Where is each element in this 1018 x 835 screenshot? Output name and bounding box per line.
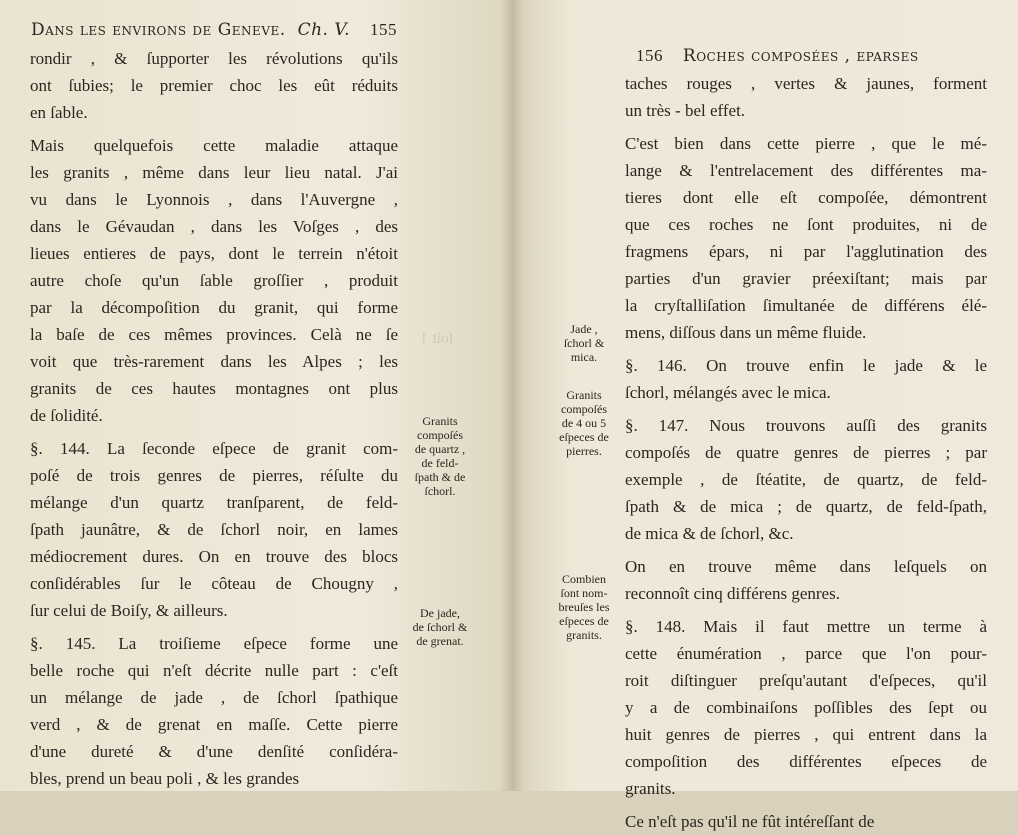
text-line: mélange d'un quartz tranſparent, de feld- <box>30 493 398 512</box>
margin-note-line: mica. <box>570 350 598 364</box>
margin-note-line: compoſés <box>561 402 607 416</box>
text-line: Ce n'eſt pas qu'il ne fût intéreſſant de <box>625 812 875 831</box>
text-line: rondir , & ſupporter les révolutions qu'ils <box>30 49 398 68</box>
book-gutter <box>500 0 524 791</box>
running-head-title: Dans les environs de Geneve. <box>31 20 286 40</box>
text-line: §. 146. On trouve enfin le jade & le <box>625 356 987 375</box>
page-number: 156 <box>636 46 663 65</box>
text-line: compoſition des différentes eſpeces de <box>625 752 987 771</box>
text-line: d'une dureté & d'une denſité conſidéra- <box>30 742 398 761</box>
text-line: taches rouges , vertes & jaunes, forment <box>625 74 987 93</box>
margin-note-line: De jade, <box>420 606 460 620</box>
text-line: en ſable. <box>30 103 88 122</box>
text-line: bles, prend un beau poli , & les grandes <box>30 769 300 788</box>
left-page <box>0 0 512 791</box>
right-page <box>512 0 1018 831</box>
text-line: exemple , de ſtéatite, de quartz, de feld- <box>625 470 987 489</box>
margin-note-line: compoſés <box>417 428 463 442</box>
text-line: verd , & de grenat en maſſe. Cette pierre <box>30 715 398 734</box>
margin-note-line: Jade , <box>570 322 598 336</box>
text-line: conſidérables ſur le côteau de Chougny , <box>30 574 398 593</box>
page-number: 155 <box>369 20 397 39</box>
text-line: poſé de trois genres de pierres, réſulte du <box>30 466 398 485</box>
text-line: un très - bel effet. <box>625 101 746 120</box>
margin-note-jade-grenat <box>398 606 482 648</box>
text-line: y a de combinaiſons poſſibles des ſept ou <box>625 698 987 717</box>
running-head-title: Roches composées , eparses <box>682 46 919 66</box>
margin-note-line: pierres. <box>566 444 602 458</box>
text-line: huit genres de pierres , qui entrent dans la <box>625 725 987 744</box>
text-line: de ſolidité. <box>30 406 103 425</box>
text-line: Mais quelquefois cette maladie attaque <box>30 136 398 155</box>
text-line: §. 145. La troiſieme eſpece forme une <box>30 634 398 653</box>
margin-note-combien <box>544 572 624 642</box>
text-line: la baſe de ces mêmes provinces. Celà ne ſe <box>30 325 398 344</box>
margin-note-line: ſchorl. <box>424 484 456 498</box>
margin-note-granits-quatre <box>544 388 624 458</box>
text-line: parties d'un gravier préexiſtant; mais par <box>625 269 987 288</box>
text-line: voit que très-rarement dans les Alpes ; les <box>30 352 398 371</box>
text-line: ſchorl, mélangés avec le mica. <box>625 383 831 402</box>
text-line: par la décompoſition du granit, qui forme <box>30 298 398 317</box>
margin-note-line: Combien <box>562 572 606 586</box>
text-line: belle roche qui n'eſt décrite nulle part : c'eſt <box>30 661 398 680</box>
margin-note-line: de ſchorl & <box>412 620 468 634</box>
text-line: §. 148. Mais il faut mettre un terme à <box>625 617 987 636</box>
margin-note-line: eſpeces de <box>559 614 609 628</box>
margin-note-line: de 4 ou 5 <box>561 416 607 430</box>
text-line: reconnoît cinq différens genres. <box>625 584 840 603</box>
margin-note-line: ſpath & de <box>414 470 466 484</box>
margin-note-line: de quartz , <box>414 442 466 456</box>
text-line: un mélange de jade , de ſchorl ſpathique <box>30 688 398 707</box>
margin-note-line: breuſes les <box>558 600 610 614</box>
text-line: ſpath & de mica ; de quartz, de feld-ſpath, <box>625 497 987 516</box>
text-line: mens, diſſous dans un même fluide. <box>625 323 867 342</box>
text-line: lange & l'entrelacement des différentes ma- <box>625 161 987 180</box>
text-line: lieues entieres de pays, dont le terrein n'étoit <box>30 244 398 263</box>
text-line: On en trouve même dans leſquels on <box>625 557 987 576</box>
margin-note-line: Granits <box>566 388 602 402</box>
text-line: fragmens épars, ni par l'agglutination des <box>625 242 987 261</box>
margin-note-line: ſchorl & <box>563 336 605 350</box>
margin-note-line: de feld- <box>421 456 459 470</box>
text-line: dans le Gévaudan , dans les Voſges , des <box>30 217 398 236</box>
text-line: compoſés de quatre genres de pierres ; par <box>625 443 987 462</box>
chapter-label: Ch. V. <box>297 20 351 40</box>
right-body-text <box>625 70 987 835</box>
margin-note-line: de grenat. <box>416 634 464 648</box>
text-line: que ces roches ne ſont produites, ni de <box>625 215 987 234</box>
text-line: C'est bien dans cette pierre , que le mé- <box>625 134 987 153</box>
margin-note-line: ſont nom- <box>560 586 608 600</box>
text-line: tieres dont elle eſt compoſée, démontrent <box>625 188 987 207</box>
text-line: ſur celui de Boiſy, & ailleurs. <box>30 601 228 620</box>
margin-note-line: Granits <box>422 414 458 428</box>
text-line: de mica & de ſchorl, &c. <box>625 524 794 543</box>
margin-note-line: eſpeces de <box>559 430 609 444</box>
text-line: ſpath jaunâtre, & de ſchorl noir, en lames <box>30 520 398 539</box>
bleed-through-text: ſoit 1 <box>420 330 454 347</box>
text-line: ont ſubies; le premier choc les eût réduits <box>30 76 398 95</box>
text-line: les granits , même dans leur lieu natal. J'ai <box>30 163 398 182</box>
text-line: la cryſtalliſation ſimultanée de différens élé- <box>625 296 987 315</box>
text-line: §. 144. La ſeconde eſpece de granit com- <box>30 439 398 458</box>
left-body-text <box>30 45 398 792</box>
left-running-head <box>31 20 397 40</box>
margin-note-granits-trois <box>398 414 482 498</box>
text-line: §. 147. Nous trouvons auſſi des granits <box>625 416 987 435</box>
text-line: médiocrement dures. On en trouve des blocs <box>30 547 398 566</box>
text-line: granits de ces hautes montagnes ont plus <box>30 379 398 398</box>
text-line: vu dans le Lyonnois , dans l'Auvergne , <box>30 190 398 209</box>
margin-note-jade-schorl-mica <box>544 322 624 364</box>
text-line: granits. <box>625 779 676 798</box>
text-line: roit diſtinguer preſqu'autant d'eſpeces, qu'il <box>625 671 987 690</box>
text-line: cette énumération , parce que l'on pour- <box>625 644 987 663</box>
text-line: autre choſe qu'un ſable groſſier , produit <box>30 271 398 290</box>
margin-note-line: granits. <box>566 628 602 642</box>
right-running-head <box>636 46 919 66</box>
